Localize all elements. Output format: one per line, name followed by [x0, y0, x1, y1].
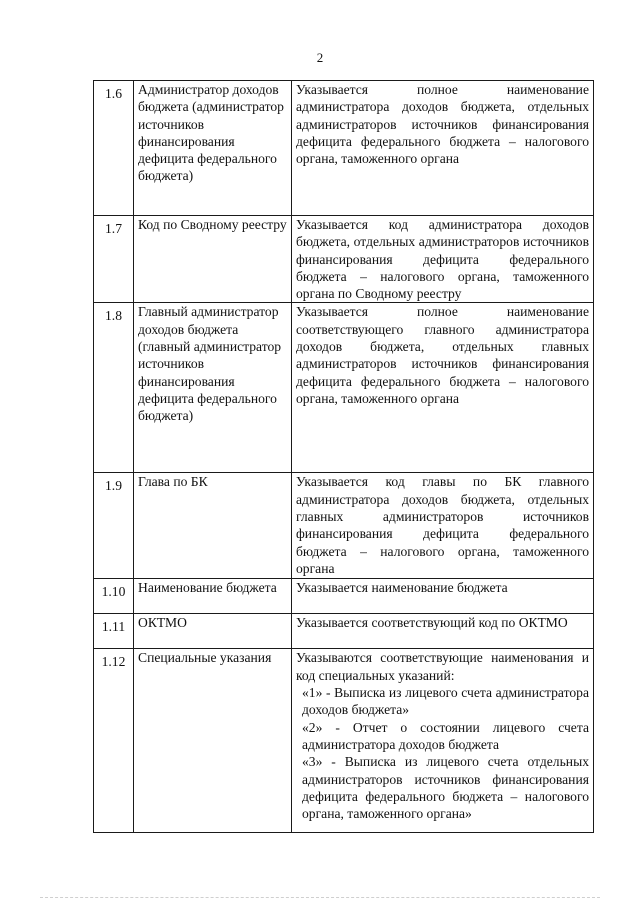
- row-number: 1.10: [94, 579, 134, 614]
- field-name: Главный администратор доходов бюджета (главный администратор источников финансирования дефицита федерального бюджета): [134, 303, 292, 473]
- field-name: Наименование бюджета: [134, 579, 292, 614]
- field-description: [292, 303, 594, 473]
- description-line: Указывается наименование бюджета: [296, 580, 508, 596]
- description-line: Указывается полное наименование администратора доходов бюджета, отдельных администраторов источников финансирования дефицита федерального бюджета – налогового органа, таможенного органа: [296, 82, 589, 167]
- specification-table: [93, 80, 594, 833]
- page-number: 2: [316, 50, 324, 65]
- description-line: Указывается соответствующий код по ОКТМО: [296, 615, 568, 631]
- row-number: 1.6: [94, 81, 134, 216]
- description-line: «3» - Выписка из лицевого счета отдельных администраторов источников финансирования дефицита федерального бюджета – налогового органа, таможенного органа»: [302, 754, 589, 822]
- field-name: Глава по БК: [134, 473, 292, 579]
- table-row: [94, 614, 594, 649]
- table-row: [94, 303, 594, 473]
- description-line: Указываются соответствующие наименования и код специальных указаний:: [296, 650, 589, 683]
- description-line: Указывается код главы по БК главного администратора доходов бюджета, отдельных главных администраторов источников финансирования дефицита федерального бюджета – налогового органа, таможенного органа: [296, 474, 589, 576]
- description-line: Указывается полное наименование соответствующего главного администратора доходов бюджета, отдельных главных администраторов источников финансирования дефицита федерального бюджета – налогового органа, таможенного органа: [296, 304, 589, 406]
- description-line: «1» - Выписка из лицевого счета администратора доходов бюджета»: [302, 685, 589, 718]
- table-row: [94, 649, 594, 833]
- field-name: ОКТМО: [134, 614, 292, 649]
- row-number: 1.9: [94, 473, 134, 579]
- field-description: [292, 649, 594, 833]
- table-row: [94, 473, 594, 579]
- scan-edge-rule: [40, 897, 600, 898]
- description-line: Указывается код администратора доходов бюджета, отдельных администраторов источников финансирования дефицита федерального бюджета – налогового органа, таможенного органа по Сводному реестру: [296, 217, 589, 302]
- row-number: 1.11: [94, 614, 134, 649]
- row-number: 1.8: [94, 303, 134, 473]
- row-number: 1.7: [94, 216, 134, 303]
- field-description: [292, 579, 594, 614]
- field-description: [292, 81, 594, 216]
- description-line: «2» - Отчет о состоянии лицевого счета администратора доходов бюджета: [302, 719, 589, 752]
- row-number: 1.12: [94, 649, 134, 833]
- table-row: [94, 579, 594, 614]
- table-row: [94, 216, 594, 303]
- field-description: [292, 614, 594, 649]
- field-name: Специальные указания: [134, 649, 292, 833]
- field-description: [292, 473, 594, 579]
- table-row: [94, 81, 594, 216]
- field-description: [292, 216, 594, 303]
- field-name: Код по Сводному реестру: [134, 216, 292, 303]
- field-name: Администратор доходов бюджета (администратор источников финансирования дефицита федерального бюджета): [134, 81, 292, 216]
